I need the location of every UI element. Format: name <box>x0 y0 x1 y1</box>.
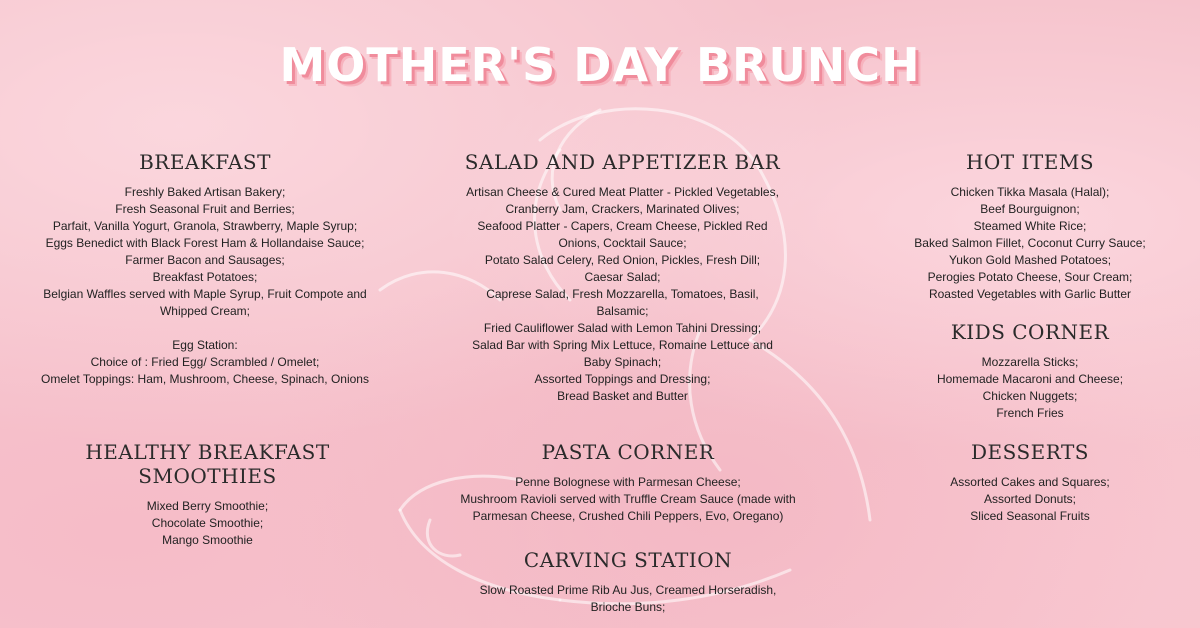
list-item: Egg Station: <box>172 338 238 352</box>
list-item: Balsamic; <box>596 304 649 318</box>
kids-items <box>880 354 1180 422</box>
list-item: Mushroom Ravioli served with Truffle Cream Sauce (made with <box>460 492 796 506</box>
pasta-items <box>440 474 816 525</box>
list-item: Parfait, Vanilla Yogurt, Granola, Strawberry, Maple Syrup; <box>52 219 358 233</box>
carving-station-heading: CARVING STATION <box>523 548 733 572</box>
list-item: Whipped Cream; <box>159 304 251 318</box>
list-item: Chocolate Smoothie; <box>151 516 264 530</box>
list-item: Freshly Baked Artisan Bakery; <box>124 185 286 199</box>
hot-items-section <box>880 150 1180 303</box>
list-item: Baked Salmon Fillet, Coconut Curry Sauce; <box>914 236 1146 250</box>
list-item: Brioche Buns; <box>590 600 666 614</box>
list-item: Yukon Gold Mashed Potatoes; <box>948 253 1112 267</box>
list-item: Choice of : Fried Egg/ Scrambled / Omelet; <box>90 355 320 369</box>
carving-station-section <box>440 548 816 616</box>
list-item: Mango Smoothie <box>162 533 253 547</box>
salad-section <box>440 150 805 405</box>
list-item: Mozzarella Sticks; <box>981 355 1079 369</box>
list-item: Farmer Bacon and Sausages; <box>125 253 285 267</box>
list-item: Onions, Cocktail Sauce; <box>558 236 687 250</box>
list-item: Parmesan Cheese, Crushed Chili Peppers, Evo, Oregano) <box>472 509 784 523</box>
breakfast-section <box>30 150 380 388</box>
page-title: MOTHER'S DAY BRUNCH <box>279 38 921 92</box>
list-item: Salad Bar with Spring Mix Lettuce, Romaine Lettuce and <box>472 338 773 352</box>
list-item: Assorted Donuts; <box>983 492 1077 506</box>
hot-items <box>880 184 1180 303</box>
list-item: Caesar Salad; <box>584 270 661 284</box>
list-item: Eggs Benedict with Black Forest Ham & Hollandaise Sauce; <box>45 236 365 250</box>
kids-corner-section <box>880 320 1180 422</box>
salad-heading: SALAD AND APPETIZER BAR <box>464 150 781 174</box>
smoothie-items <box>25 498 390 549</box>
list-item: Bread Basket and Butter <box>557 389 688 403</box>
list-item: Potato Salad Celery, Red Onion, Pickles, Fresh Dill; <box>484 253 761 267</box>
list-item: Caprese Salad, Fresh Mozzarella, Tomatoes, Basil, <box>486 287 759 301</box>
breakfast-heading: BREAKFAST <box>139 150 271 174</box>
smoothies-heading: HEALTHY BREAKFAST SMOOTHIES <box>85 440 330 488</box>
breakfast-items <box>30 184 380 388</box>
list-item: Seafood Platter - Capers, Cream Cheese, Pickled Red <box>477 219 768 233</box>
list-item: Homemade Macaroni and Cheese; <box>936 372 1124 386</box>
desserts-heading: DESSERTS <box>970 440 1090 464</box>
list-item: French Fries <box>996 406 1064 420</box>
list-item: Cranberry Jam, Crackers, Marinated Olives; <box>505 202 740 216</box>
list-item: Baby Spinach; <box>583 355 662 369</box>
list-item: Artisan Cheese & Cured Meat Platter - Pickled Vegetables, <box>466 185 779 199</box>
list-item: Omelet Toppings: Ham, Mushroom, Cheese, Spinach, Onions <box>41 372 369 386</box>
list-item: Beef Bourguignon; <box>980 202 1080 216</box>
list-item: Assorted Toppings and Dressing; <box>534 372 711 386</box>
list-item: Perogies Potato Cheese, Sour Cream; <box>927 270 1133 284</box>
list-item: Sliced Seasonal Fruits <box>970 509 1090 523</box>
list-item-spacer <box>30 320 380 337</box>
pasta-corner-section <box>440 440 816 525</box>
kids-corner-heading: KIDS CORNER <box>950 320 1110 344</box>
carving-items <box>440 582 816 616</box>
list-item: Steamed White Rice; <box>973 219 1087 233</box>
list-item: Fried Cauliflower Salad with Lemon Tahini Dressing; <box>483 321 762 335</box>
list-item: Roasted Vegetables with Garlic Butter <box>928 287 1132 301</box>
list-item: Penne Bolognese with Parmesan Cheese; <box>515 475 741 489</box>
desserts-section <box>880 440 1180 525</box>
list-item: Belgian Waffles served with Maple Syrup, Fruit Compote and <box>43 287 367 301</box>
dessert-items <box>880 474 1180 525</box>
hot-items-heading: HOT ITEMS <box>965 150 1095 174</box>
smoothies-section <box>25 440 390 549</box>
pasta-corner-heading: PASTA CORNER <box>541 440 715 464</box>
salad-items <box>440 184 805 405</box>
list-item: Chicken Nuggets; <box>982 389 1078 403</box>
list-item: Chicken Tikka Masala (Halal); <box>950 185 1110 199</box>
list-item: Fresh Seasonal Fruit and Berries; <box>115 202 295 216</box>
list-item: Breakfast Potatoes; <box>152 270 258 284</box>
list-item: Assorted Cakes and Squares; <box>950 475 1110 489</box>
list-item: Mixed Berry Smoothie; <box>146 499 269 513</box>
list-item: Slow Roasted Prime Rib Au Jus, Creamed Horseradish, <box>479 583 777 597</box>
